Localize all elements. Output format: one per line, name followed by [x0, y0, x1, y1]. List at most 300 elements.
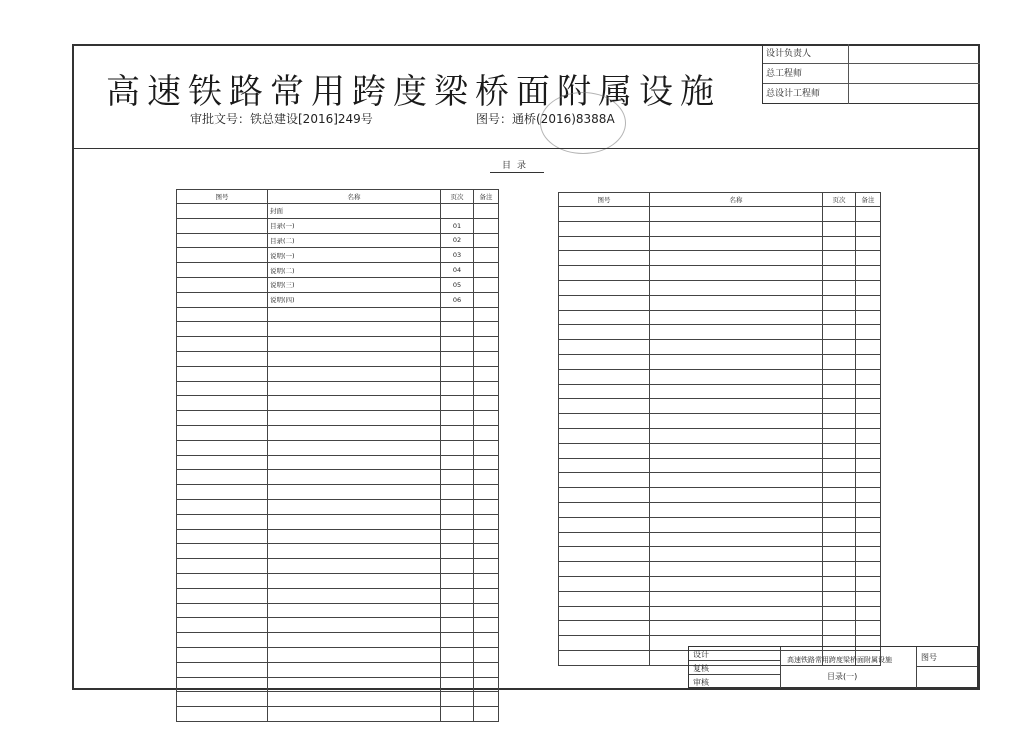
toc-cell-number	[559, 236, 650, 251]
toc-cell-remark	[474, 707, 499, 722]
toc-cell-page	[823, 369, 856, 384]
toc-row	[177, 233, 499, 248]
toc-cell-name	[650, 606, 823, 621]
toc-cell-number	[559, 517, 650, 532]
toc-cell-number	[559, 547, 650, 562]
toc-cell-number	[177, 366, 268, 381]
toc-cell-name: 目录(一)	[268, 218, 441, 233]
header-divider	[72, 148, 980, 149]
toc-cell-page	[441, 470, 474, 485]
toc-cell-page	[441, 366, 474, 381]
toc-row	[177, 204, 499, 219]
toc-cell-name	[268, 396, 441, 411]
stamp-seal	[540, 92, 626, 154]
toc-cell-name	[268, 559, 441, 574]
toc-cell-name	[268, 692, 441, 707]
toc-cell-page	[441, 455, 474, 470]
toc-cell-number	[177, 588, 268, 603]
signature-role: 总设计工程师	[763, 84, 849, 104]
toc-row	[177, 544, 499, 559]
toc-cell-page	[823, 443, 856, 458]
toc-cell-name	[268, 470, 441, 485]
toc-row	[559, 384, 881, 399]
toc-cell-page: 02	[441, 233, 474, 248]
toc-cell-remark	[856, 591, 881, 606]
toc-cell-page	[823, 340, 856, 355]
toc-row	[177, 677, 499, 692]
toc-row	[559, 517, 881, 532]
toc-row	[559, 591, 881, 606]
toc-header-row	[177, 190, 499, 204]
toc-row	[177, 425, 499, 440]
toc-cell-number	[177, 455, 268, 470]
toc-cell-page	[823, 280, 856, 295]
header-remark: 备注	[856, 193, 881, 207]
toc-row	[177, 499, 499, 514]
toc-cell-remark	[474, 514, 499, 529]
toc-cell-number	[177, 707, 268, 722]
toc-cell-name: 说明(四)	[268, 292, 441, 307]
toc-cell-name: 封面	[268, 204, 441, 219]
toc-cell-number	[559, 488, 650, 503]
toc-cell-number	[559, 384, 650, 399]
main-title: 高速铁路常用跨度梁桥面附属设施	[106, 72, 721, 112]
toc-cell-page	[441, 559, 474, 574]
toc-cell-page	[823, 517, 856, 532]
toc-cell-number	[177, 618, 268, 633]
toc-cell-remark	[856, 576, 881, 591]
toc-cell-remark	[474, 263, 499, 278]
toc-cell-number	[177, 647, 268, 662]
toc-cell-name	[650, 340, 823, 355]
toc-cell-name	[650, 369, 823, 384]
toc-cell-name	[650, 354, 823, 369]
signature-block	[762, 44, 980, 104]
toc-cell-page	[441, 396, 474, 411]
toc-cell-page	[823, 428, 856, 443]
toc-cell-page	[441, 411, 474, 426]
toc-cell-page	[441, 544, 474, 559]
toc-cell-number	[559, 340, 650, 355]
toc-cell-number	[177, 277, 268, 292]
toc-row	[559, 354, 881, 369]
toc-cell-name	[650, 221, 823, 236]
toc-cell-remark	[856, 488, 881, 503]
toc-cell-page	[441, 322, 474, 337]
signature-role: 设计负责人	[763, 44, 849, 63]
header-remark: 备注	[474, 190, 499, 204]
toc-cell-name	[268, 366, 441, 381]
toc-cell-name	[268, 514, 441, 529]
toc-cell-number	[559, 251, 650, 266]
toc-cell-remark	[474, 588, 499, 603]
toc-cell-page	[441, 204, 474, 219]
toc-row	[177, 455, 499, 470]
toc-row	[177, 248, 499, 263]
toc-cell-number	[559, 576, 650, 591]
toc-row	[559, 502, 881, 517]
toc-cell-name	[268, 485, 441, 500]
toc-cell-remark	[474, 322, 499, 337]
toc-cell-number	[559, 414, 650, 429]
toc-cell-number	[177, 322, 268, 337]
toc-cell-remark	[856, 399, 881, 414]
toc-row	[559, 325, 881, 340]
toc-cell-remark	[474, 573, 499, 588]
toc-cell-number	[559, 221, 650, 236]
toc-cell-name	[650, 502, 823, 517]
toc-cell-remark	[474, 662, 499, 677]
toc-cell-number	[177, 233, 268, 248]
toc-cell-remark	[474, 499, 499, 514]
toc-cell-page	[441, 692, 474, 707]
toc-cell-name: 目录(二)	[268, 233, 441, 248]
toc-cell-page	[823, 591, 856, 606]
toc-cell-name	[268, 707, 441, 722]
toc-cell-number	[177, 381, 268, 396]
toc-cell-remark	[856, 280, 881, 295]
toc-row	[559, 547, 881, 562]
tb-date	[917, 667, 977, 688]
toc-cell-page	[823, 621, 856, 636]
toc-cell-number	[177, 633, 268, 648]
toc-cell-page	[441, 603, 474, 618]
toc-cell-page	[441, 307, 474, 322]
toc-cell-number	[177, 529, 268, 544]
toc-cell-remark	[856, 414, 881, 429]
tb-role: 审核	[693, 678, 709, 687]
toc-cell-remark	[474, 677, 499, 692]
toc-cell-number	[177, 248, 268, 263]
toc-cell-page	[441, 440, 474, 455]
toc-cell-number	[559, 650, 650, 665]
toc-cell-remark	[856, 325, 881, 340]
toc-cell-number	[177, 204, 268, 219]
toc-cell-remark	[856, 354, 881, 369]
toc-cell-name	[650, 310, 823, 325]
toc-cell-remark	[474, 204, 499, 219]
toc-cell-name	[650, 399, 823, 414]
toc-cell-page	[823, 488, 856, 503]
toc-table-left	[176, 189, 499, 722]
toc-row	[559, 266, 881, 281]
toc-cell-page	[823, 266, 856, 281]
toc-cell-page	[823, 310, 856, 325]
toc-cell-page	[823, 236, 856, 251]
toc-cell-remark	[856, 236, 881, 251]
toc-row	[559, 295, 881, 310]
signature-name	[849, 64, 980, 83]
toc-cell-number	[177, 351, 268, 366]
tb-role: 复核	[693, 664, 709, 673]
toc-cell-remark	[856, 428, 881, 443]
toc-cell-remark	[856, 502, 881, 517]
toc-cell-name	[650, 414, 823, 429]
toc-cell-number	[177, 307, 268, 322]
toc-cell-page	[441, 707, 474, 722]
toc-body-right	[559, 207, 881, 666]
toc-row	[177, 263, 499, 278]
tb-project-name: 高速铁路常用跨度梁桥面附属设施	[787, 656, 892, 664]
toc-row	[177, 307, 499, 322]
toc-cell-number	[559, 280, 650, 295]
toc-cell-name	[268, 677, 441, 692]
toc-row	[177, 603, 499, 618]
toc-cell-remark	[856, 266, 881, 281]
toc-cell-page	[823, 384, 856, 399]
toc-cell-remark	[474, 529, 499, 544]
toc-cell-page	[823, 532, 856, 547]
approval-document-number: 审批文号：铁总建设[2016]249号	[190, 112, 373, 126]
toc-cell-name	[268, 455, 441, 470]
tb-row	[689, 647, 781, 661]
toc-cell-page: 03	[441, 248, 474, 263]
toc-cell-remark	[856, 251, 881, 266]
toc-cell-name	[650, 576, 823, 591]
toc-cell-number	[559, 310, 650, 325]
toc-cell-page	[441, 425, 474, 440]
toc-row	[177, 351, 499, 366]
toc-cell-name	[268, 425, 441, 440]
toc-cell-remark	[474, 381, 499, 396]
toc-cell-remark	[474, 218, 499, 233]
toc-cell-number	[559, 325, 650, 340]
toc-row	[177, 573, 499, 588]
toc-cell-name	[268, 573, 441, 588]
toc-row	[559, 310, 881, 325]
toc-cell-name	[268, 381, 441, 396]
toc-cell-remark	[856, 295, 881, 310]
toc-cell-name	[650, 488, 823, 503]
toc-cell-number	[559, 266, 650, 281]
toc-row	[177, 514, 499, 529]
toc-cell-name	[268, 322, 441, 337]
toc-row	[177, 633, 499, 648]
toc-cell-number	[177, 440, 268, 455]
toc-row	[177, 396, 499, 411]
toc-row	[177, 529, 499, 544]
toc-row	[177, 559, 499, 574]
toc-row	[559, 621, 881, 636]
header-name: 名称	[268, 190, 441, 204]
toc-cell-page	[441, 588, 474, 603]
toc-cell-page	[823, 547, 856, 562]
toc-table-right	[558, 192, 881, 666]
toc-cell-name	[650, 517, 823, 532]
toc-row	[559, 428, 881, 443]
toc-cell-name	[268, 307, 441, 322]
toc-cell-remark	[856, 310, 881, 325]
toc-cell-number	[177, 544, 268, 559]
toc-cell-name: 说明(一)	[268, 248, 441, 263]
toc-cell-remark	[474, 603, 499, 618]
toc-cell-number	[559, 562, 650, 577]
toc-cell-name	[650, 428, 823, 443]
toc-cell-name	[268, 618, 441, 633]
toc-cell-number	[559, 621, 650, 636]
toc-cell-name	[268, 633, 441, 648]
toc-cell-remark	[474, 292, 499, 307]
title-zone	[72, 44, 762, 148]
toc-cell-remark	[474, 455, 499, 470]
toc-row	[177, 588, 499, 603]
toc-row	[177, 485, 499, 500]
toc-cell-page	[823, 399, 856, 414]
toc-cell-number	[177, 559, 268, 574]
header-page: 页次	[441, 190, 474, 204]
toc-cell-page: 01	[441, 218, 474, 233]
toc-cell-remark	[856, 458, 881, 473]
toc-cell-number	[177, 662, 268, 677]
header-number: 图号	[177, 190, 268, 204]
toc-cell-name	[650, 473, 823, 488]
toc-cell-number	[177, 573, 268, 588]
toc-cell-remark	[474, 396, 499, 411]
toc-cell-number	[559, 354, 650, 369]
toc-row	[177, 366, 499, 381]
tb-row	[689, 661, 781, 675]
toc-cell-number	[559, 458, 650, 473]
toc-cell-number	[559, 502, 650, 517]
toc-cell-number	[559, 207, 650, 222]
toc-cell-page	[823, 502, 856, 517]
toc-cell-name	[650, 280, 823, 295]
toc-cell-remark	[856, 517, 881, 532]
toc-cell-number	[177, 499, 268, 514]
tb-page	[917, 647, 977, 667]
signature-role: 总工程师	[763, 64, 849, 83]
toc-row	[559, 458, 881, 473]
toc-cell-page: 04	[441, 263, 474, 278]
toc-row	[559, 236, 881, 251]
toc-cell-remark	[856, 369, 881, 384]
toc-cell-remark	[474, 366, 499, 381]
toc-cell-name	[650, 621, 823, 636]
toc-cell-page	[441, 677, 474, 692]
toc-cell-remark	[856, 384, 881, 399]
toc-row	[177, 692, 499, 707]
toc-cell-name	[268, 440, 441, 455]
toc-cell-remark	[856, 207, 881, 222]
toc-cell-page	[823, 295, 856, 310]
toc-cell-page	[441, 529, 474, 544]
toc-cell-name	[650, 384, 823, 399]
toc-cell-name	[268, 351, 441, 366]
toc-cell-page	[441, 351, 474, 366]
toc-row	[177, 322, 499, 337]
toc-cell-remark	[474, 470, 499, 485]
toc-cell-name	[268, 499, 441, 514]
tb-sheet-name: 目录(一)	[827, 672, 858, 681]
toc-cell-page	[441, 662, 474, 677]
signature-name	[849, 44, 980, 63]
toc-cell-remark	[474, 277, 499, 292]
toc-cell-number	[177, 396, 268, 411]
toc-row	[177, 470, 499, 485]
toc-row	[177, 381, 499, 396]
toc-cell-remark	[856, 532, 881, 547]
toc-cell-remark	[474, 559, 499, 574]
toc-cell-name	[650, 266, 823, 281]
header-page: 页次	[823, 193, 856, 207]
toc-row	[559, 369, 881, 384]
toc-cell-name	[268, 588, 441, 603]
toc-row	[177, 662, 499, 677]
toc-cell-remark	[856, 443, 881, 458]
toc-cell-page	[823, 562, 856, 577]
toc-row	[177, 277, 499, 292]
toc-row	[177, 647, 499, 662]
toc-cell-remark	[474, 647, 499, 662]
toc-cell-number	[177, 692, 268, 707]
toc-row	[177, 337, 499, 352]
toc-cell-number	[559, 443, 650, 458]
toc-cell-number	[177, 263, 268, 278]
toc-cell-name	[268, 662, 441, 677]
toc-row	[177, 292, 499, 307]
toc-cell-remark	[856, 473, 881, 488]
toc-cell-name	[650, 443, 823, 458]
toc-cell-remark	[856, 562, 881, 577]
toc-row	[559, 443, 881, 458]
toc-cell-remark	[474, 618, 499, 633]
title-block	[688, 646, 978, 688]
toc-cell-remark	[474, 351, 499, 366]
toc-cell-name	[268, 529, 441, 544]
toc-cell-name	[650, 532, 823, 547]
toc-cell-name	[650, 251, 823, 266]
toc-cell-page	[823, 414, 856, 429]
header-number: 图号	[559, 193, 650, 207]
toc-cell-number	[177, 337, 268, 352]
toc-row	[559, 562, 881, 577]
toc-row	[559, 221, 881, 236]
toc-row	[559, 488, 881, 503]
toc-row	[177, 618, 499, 633]
toc-row	[559, 340, 881, 355]
toc-cell-name	[650, 591, 823, 606]
toc-cell-name	[650, 236, 823, 251]
toc-cell-remark	[856, 547, 881, 562]
toc-cell-name	[650, 547, 823, 562]
toc-cell-name: 说明(三)	[268, 277, 441, 292]
toc-row	[177, 411, 499, 426]
toc-cell-page	[823, 606, 856, 621]
toc-cell-name: 说明(二)	[268, 263, 441, 278]
toc-cell-number	[177, 292, 268, 307]
toc-cell-number	[559, 532, 650, 547]
toc-cell-remark	[856, 621, 881, 636]
toc-row	[177, 218, 499, 233]
toc-cell-remark	[474, 544, 499, 559]
toc-row	[559, 414, 881, 429]
toc-cell-page	[441, 499, 474, 514]
toc-cell-remark	[474, 307, 499, 322]
tb-project	[781, 647, 917, 688]
toc-cell-remark	[856, 606, 881, 621]
toc-cell-remark	[474, 485, 499, 500]
tb-page-label: 图号	[921, 653, 937, 662]
toc-row	[559, 473, 881, 488]
toc-cell-number	[177, 218, 268, 233]
toc-cell-name	[650, 562, 823, 577]
toc-cell-remark	[474, 411, 499, 426]
tb-row	[689, 675, 781, 688]
toc-row	[177, 440, 499, 455]
toc-cell-page	[823, 221, 856, 236]
toc-cell-name	[650, 458, 823, 473]
toc-cell-number	[559, 473, 650, 488]
